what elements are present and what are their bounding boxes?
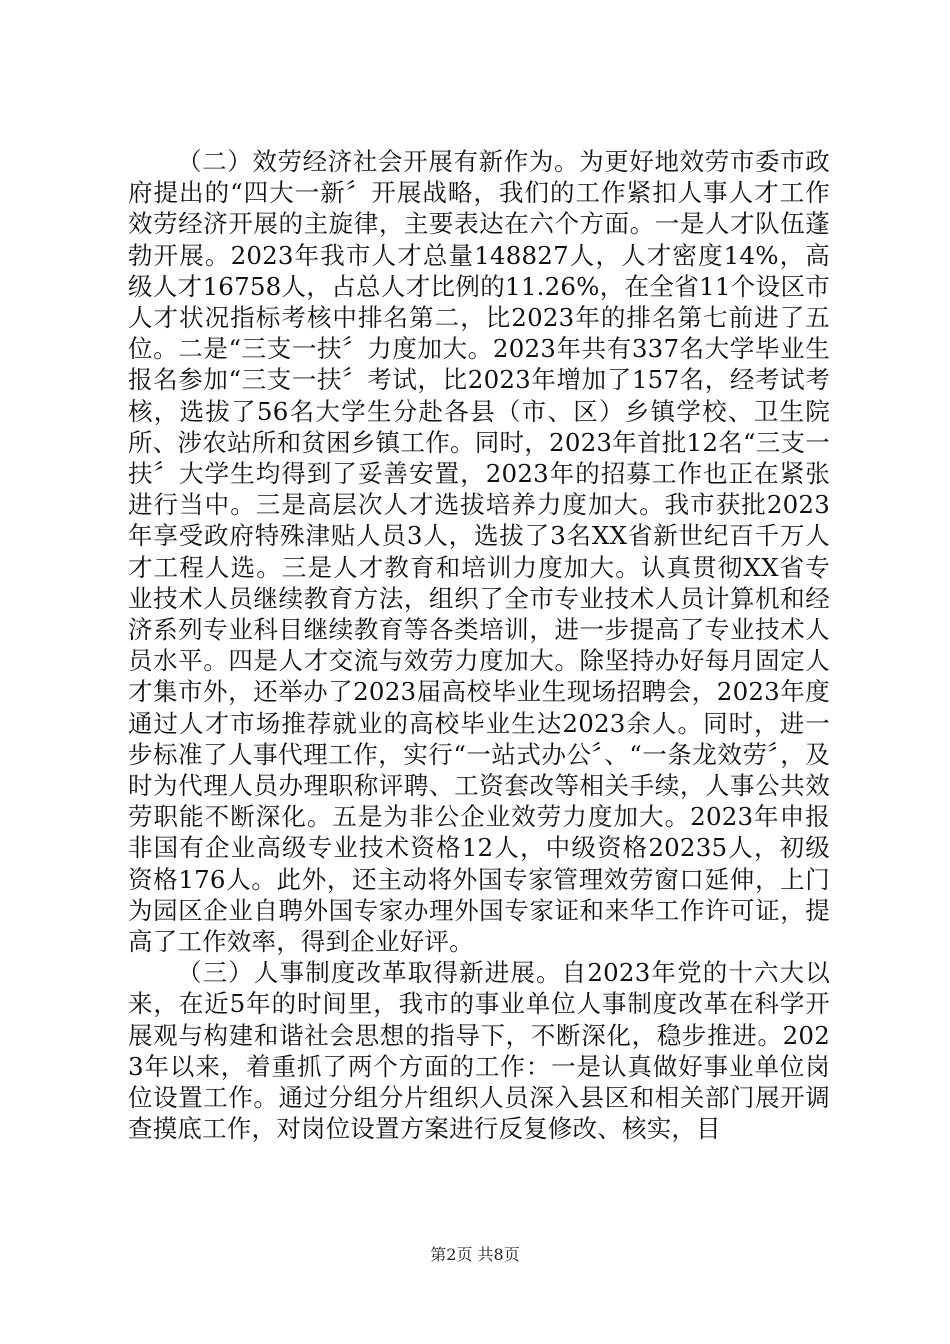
paragraph-personnel-reform: （三）人事制度改革取得新进展。自2023年党的十六大以来，在近5年的时间里，我市的事业单位人事制度改革在科学开展观与构建和谐社会思想的指导下，不断深化，稳步推进。2023年以来，着重抓了两个方面的工作：一是认真做好事业单位岗位设置工作。通过分组分片组织人员深入县区和相关部门展开调查摸底工作，对岗位设置方案进行反复修改、核实，目 xyxy=(128,958,830,1144)
body-text xyxy=(128,146,830,1145)
paragraph-service-economy: （二）效劳经济社会开展有新作为。为更好地效劳市委市政府提出的“四大一新〞开展战略，我们的工作紧扣人事人才工作效劳经济开展的主旋律，主要表达在六个方面。一是人才队伍蓬勃开展。2023年我市人才总量148827人，人才密度14%，高级人才16758人，占总人才比例的11.26%，在全省11个设区市人才状况指标考核中排名第二，比2023年的排名第七前进了五位。二是“三支一扶〞力度加大。2023年共有337名大学毕业生报名参加“三支一扶〞考试，比2023年增加了157名，经考试考核，选拔了56名大学生分赴各县（市、区）乡镇学校、卫生院所、涉农站所和贫困乡镇工作。同时，2023年首批12名“三支一扶〞大学生均得到了妥善安置，2023年的招募工作也正在紧张进行当中。三是高层次人才选拔培养力度加大。我市获批2023年享受政府特殊津贴人员3人，选拔了3名XX省新世纪百千万人才工程人选。三是人才教育和培训力度加大。认真贯彻XX省专业技术人员继续教育方法，组织了全市专业技术人员计算机和经济系列专业科目继续教育等各类培训，进一步提高了专业技术人员水平。四是人才交流与效劳力度加大。除坚持办好每月固定人才集市外，还举办了2023届高校毕业生现场招聘会，2023年度通过人才市场推荐就业的高校毕业生达2023余人。同时，进一步标准了人事代理工作，实行“一站式办公〞、“一条龙效劳〞，及时为代理人员办理职称评聘、工资套改等相关手续，人事公共效劳职能不断深化。五是为非公企业效劳力度加大。2023年申报非国有企业高级专业技术资格12人，中级资格20235人，初级资格176人。此外，还主动将外国专家管理效劳窗口延伸，上门为园区企业自聘外国专家办理外国专家证和来华工作许可证，提高了工作效率，得到企业好评。 xyxy=(128,147,830,957)
page-number-footer: 第2页 共8页 xyxy=(430,1245,520,1264)
